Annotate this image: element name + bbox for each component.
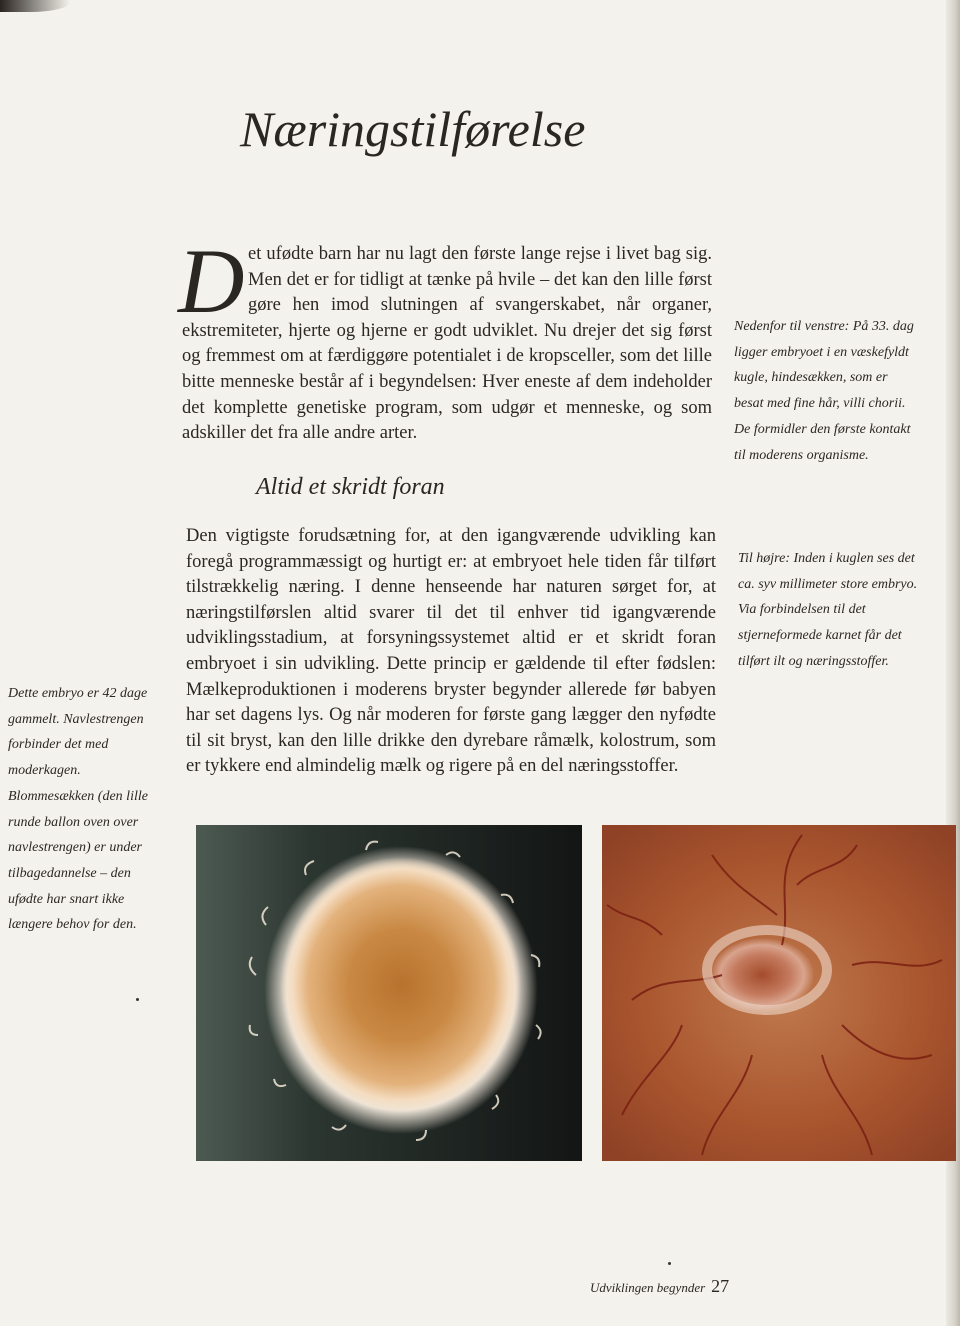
villi-texture — [196, 825, 582, 1161]
body-paragraph: Den vigtigste forudsætning for, at den igangværende udvikling kan foregå programmæssigt og hurtigt er: at embryoet hele tiden får tilført tilstrækkelig næring. I denne henseende har naturen sørget for, at næringstilførslen altid svarer til det til enhver tid igangværende udviklingsstadium, at forsyningssystemet altid er et skridt foran embryoet i sin udvikling. Dette princip er gældende til efter fødslen: Mælkeproduktionen i moderens bryster begynder allerede før babyen har set dagens lys. Og når moderen for første gang lægger den nyfødte til sit bryst, kan den lille drikke den dyrebare råmælk, kolostrum, som er tykkere end almindelig mælk og rigere på en del næringsstoffer. — [186, 526, 716, 777]
vessel-network — [602, 825, 956, 1161]
running-title: Udviklingen begynder — [590, 1280, 706, 1295]
caption-left: Dette embryo er 42 dage gammelt. Navlestrengen forbinder det med moderkagen. Blommesækken (den lille runde ballon oven over navlestrengen) er under tilbagedannelse – den ufødte har snart ikke længere behov for den. — [8, 686, 148, 933]
intro-text: et ufødte barn har nu lagt den første lange rejse i livet bag sig. Men det er for tidligt at tænke på hvile – det kan den lille først gøre hen imod slutningen af svangerskabet, når organer, ekstremiteter, hjerte og hjerne er godt udviklet. Nu drejer det sig først og fremmest om at færdiggøre potentialet i de kropsceller, som det lille bitte menneske består af i begyndelsen: Hver eneste af dem indeholder det komplette genetiske program, som udgør et menneske, og som adskiller det fra alle andre arter. — [182, 244, 712, 444]
speck — [668, 1262, 671, 1265]
drop-cap: D — [178, 230, 245, 332]
page-footer — [590, 1276, 750, 1297]
caption-right-top: Nedenfor til venstre: På 33. dag ligger embryoet i en væskefyldt kugle, hindesækken, som er besat med fine hår, villi chorii. De formidler den første kontakt til moderens organisme. — [734, 319, 914, 463]
page-number: 27 — [711, 1276, 730, 1296]
scan-corner-mark — [0, 0, 70, 12]
section-heading: Altid et skridt foran — [256, 474, 445, 500]
caption-right-bottom: Til højre: Inden i kuglen ses det ca. syv millimeter store embryo. Via forbindelsen til det stjerneformede karnet får det tilført ilt og næringsstoffer. — [738, 551, 918, 669]
embryo-vessels-photo — [602, 825, 956, 1161]
intro-paragraph — [178, 230, 712, 447]
chorionic-sac-photo — [196, 825, 582, 1161]
speck — [136, 998, 139, 1001]
page-title: Næringstilførelse — [240, 101, 586, 157]
